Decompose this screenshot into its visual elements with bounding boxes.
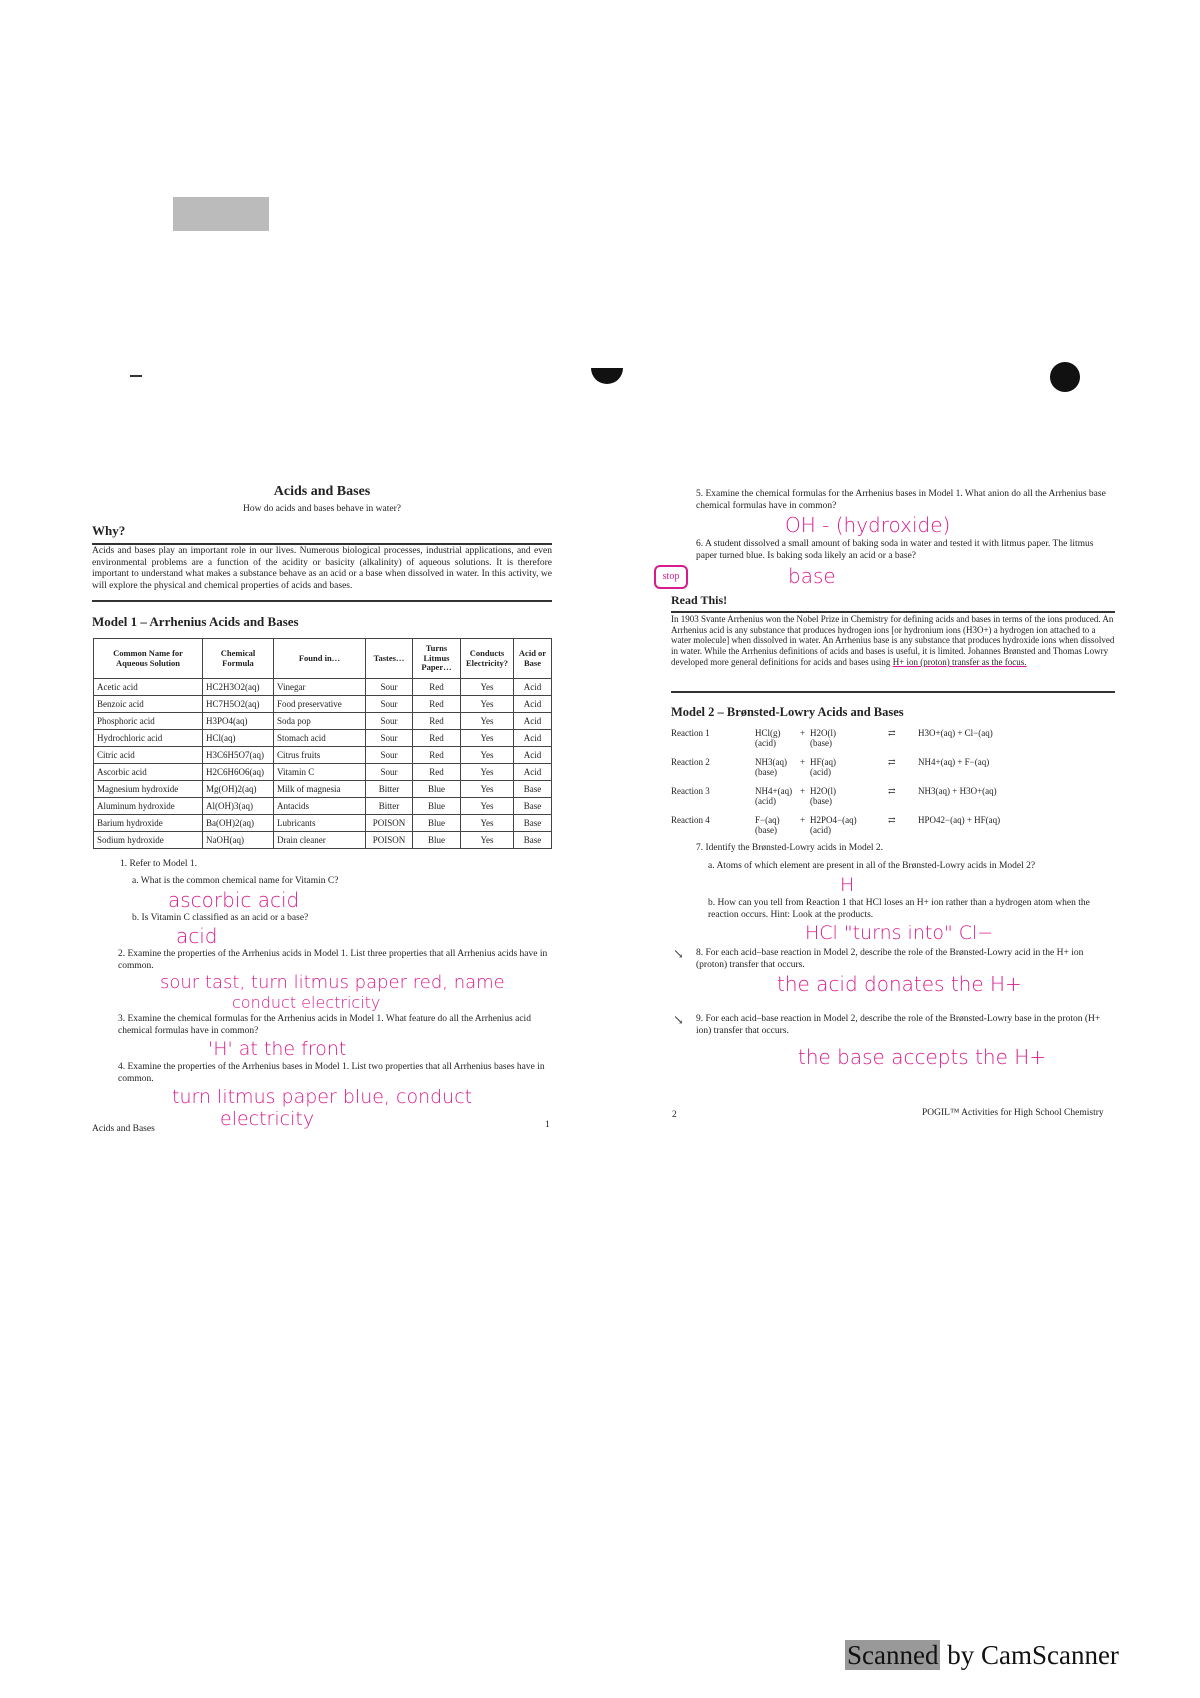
read-this-heading: Read This!	[671, 593, 728, 607]
page-footer: POGIL™ Activities for High School Chemistry	[922, 1108, 1104, 1118]
table-cell: Barium hydroxide	[94, 815, 203, 832]
table-cell: Food preservative	[274, 696, 366, 713]
answer-5: OH - (hydroxide)	[785, 513, 951, 537]
table-cell: Acid	[514, 696, 552, 713]
equilibrium-arrow-icon: ⇄	[888, 815, 896, 825]
question-4: 4. Examine the properties of the Arrhenius bases in Model 1. List two properties that all Arrhenius bases have in common.	[118, 1062, 545, 1084]
table-cell: H2C6H6O6(aq)	[203, 764, 274, 781]
table-cell: Antacids	[274, 798, 366, 815]
table-cell: Bitter	[366, 798, 413, 815]
question-1: 1. Refer to Model 1.	[120, 859, 198, 869]
column-header: Common Name for Aqueous Solution	[94, 639, 203, 679]
products: HPO42−(aq) + HF(aq)	[918, 815, 1001, 825]
divider	[92, 543, 552, 545]
table-cell: Acid	[514, 764, 552, 781]
table-cell: Yes	[461, 798, 514, 815]
table-cell: Sour	[366, 747, 413, 764]
reactant-role: (acid)	[755, 738, 776, 748]
watermark-brand: by CamScanner	[947, 1640, 1119, 1670]
page-number: 2	[672, 1110, 677, 1120]
table-cell: Sodium hydroxide	[94, 832, 203, 849]
table-cell: Blue	[413, 832, 461, 849]
table-cell: Hydrochloric acid	[94, 730, 203, 747]
table-cell: Red	[413, 730, 461, 747]
table-cell: Phosphoric acid	[94, 713, 203, 730]
table-cell: Ba(OH)2(aq)	[203, 815, 274, 832]
table-cell: H3PO4(aq)	[203, 713, 274, 730]
scan-mark	[1050, 362, 1080, 392]
reactant: F−(aq)	[755, 815, 780, 825]
equilibrium-arrow-icon: ⇄	[888, 757, 896, 767]
table-cell: Al(OH)3(aq)	[203, 798, 274, 815]
read-this-body: In 1903 Svante Arrhenius won the Nobel Prize in Chemistry for defining acids and bases in terms of the ions produced. An Arrhenius acid is any substance that produces hydrogen ions [or hydronium ions (H3O+) a hydrogen ion attached to a water molecule] when dissolved in water. An Arrhenius base is any substance that produces hydroxide ions when dissolved in water. While the Arrhenius definitions of acids and bases is useful, it is limited. Johannes Brønsted and Thomas Lowry developed more general definitions for acids and bases using	[671, 614, 1115, 667]
worksheet-subtitle: How do acids and bases behave in water?	[242, 504, 401, 514]
table-cell: Red	[413, 764, 461, 781]
table-cell: Acid	[514, 730, 552, 747]
table-cell: Blue	[413, 781, 461, 798]
table-cell: Acetic acid	[94, 679, 203, 696]
table-row	[94, 747, 552, 764]
question-2: 2. Examine the properties of the Arrhenius acids in Model 1. List three properties that all Arrhenius acids have in common.	[118, 949, 548, 971]
table-cell: Magnesium hydroxide	[94, 781, 203, 798]
divider	[92, 600, 552, 602]
table-cell: Citrus fruits	[274, 747, 366, 764]
table-header-row	[94, 639, 552, 679]
answer-9: the base accepts the H+	[798, 1045, 1047, 1069]
plus-sign: +	[800, 728, 806, 738]
column-header: Conducts Electricity?	[461, 639, 514, 679]
column-header: Found in…	[274, 639, 366, 679]
table-cell: Base	[514, 832, 552, 849]
table-cell: Milk of magnesia	[274, 781, 366, 798]
column-header: Chemical Formula	[203, 639, 274, 679]
table-cell: Soda pop	[274, 713, 366, 730]
table-cell: Acid	[514, 679, 552, 696]
camscanner-watermark	[845, 1640, 1119, 1671]
model1-heading: Model 1 – Arrhenius Acids and Bases	[92, 614, 299, 629]
table-cell: Mg(OH)2(aq)	[203, 781, 274, 798]
table-cell: Vinegar	[274, 679, 366, 696]
answer-1a: ascorbic acid	[168, 888, 300, 912]
answer-7b: HCl "turns into" Cl−	[805, 922, 994, 944]
question-7: 7. Identify the Brønsted-Lowry acids in Model 2.	[696, 843, 884, 853]
table-cell: HC7H5O2(aq)	[203, 696, 274, 713]
scan-mark	[130, 375, 142, 377]
reactant: H2O(l)	[810, 786, 836, 796]
table-cell: Red	[413, 747, 461, 764]
question-6: 6. A student dissolved a small amount of baking soda in water and tested it with litmus paper. The litmus paper turned blue. Is baking soda likely an acid or a base?	[696, 539, 1094, 561]
question-8: 8. For each acid–base reaction in Model 2, describe the role of the Brønsted-Lowry acid in the H+ ion (proton) transfer that occurs.	[696, 948, 1084, 970]
table-row	[94, 832, 552, 849]
answer-1b: acid	[176, 924, 218, 948]
table-row	[94, 781, 552, 798]
table-cell: Bitter	[366, 781, 413, 798]
question-1a: a. What is the common chemical name for Vitamin C?	[132, 876, 339, 886]
pointer-mark-icon: ↘	[673, 1012, 684, 1027]
reaction-label: Reaction 4	[671, 815, 710, 825]
table-cell: Aluminum hydroxide	[94, 798, 203, 815]
answer-3: 'H' at the front	[208, 1038, 347, 1060]
model1-table	[93, 638, 552, 849]
reactant-role: (base)	[755, 825, 777, 835]
reaction-label: Reaction 2	[671, 757, 710, 767]
table-cell: NaOH(aq)	[203, 832, 274, 849]
answer-8: the acid donates the H+	[777, 972, 1022, 996]
table-row	[94, 730, 552, 747]
reactant-role: (acid)	[755, 796, 776, 806]
reactant-role: (acid)	[810, 825, 831, 835]
why-text: Acids and bases play an important role in our lives. Numerous biological processes, industrial applications, and even environmental problems are a function of the acidity or basicity (alkalinity) of aqueous solutions. It is therefore important to understand what makes a substance behave as an acid or a base when dissolved in water. In this activity, we will explore the physical and chemical properties of acids and bases.	[92, 546, 552, 591]
reactant-role: (base)	[810, 738, 832, 748]
why-heading: Why?	[92, 523, 126, 538]
reactant: NH3(aq)	[755, 757, 787, 767]
products: NH4+(aq) + F−(aq)	[918, 757, 990, 767]
stop-sign-icon: stop	[654, 565, 688, 589]
question-7a: a. Atoms of which element are present in all of the Brønsted-Lowry acids in Model 2?	[708, 861, 1036, 871]
answer-4: turn litmus paper blue, conduct	[172, 1086, 473, 1108]
plus-sign: +	[800, 757, 806, 767]
question-3: 3. Examine the chemical formulas for the Arrhenius acids in Model 1. What feature do all the Arrhenius acid chemical formulas have in common?	[118, 1014, 531, 1036]
table-cell: POISON	[366, 832, 413, 849]
table-cell: Sour	[366, 696, 413, 713]
redaction-box	[173, 197, 269, 231]
table-cell: Ascorbic acid	[94, 764, 203, 781]
watermark-scanned: Scanned	[847, 1640, 939, 1670]
table-cell: Yes	[461, 713, 514, 730]
table-row	[94, 815, 552, 832]
table-cell: Sour	[366, 764, 413, 781]
column-header: Tastes…	[366, 639, 413, 679]
table-cell: Acid	[514, 747, 552, 764]
table-cell: Vitamin C	[274, 764, 366, 781]
table-cell: Stomach acid	[274, 730, 366, 747]
products: NH3(aq) + H3O+(aq)	[918, 786, 997, 796]
table-cell: Red	[413, 696, 461, 713]
reaction-label: Reaction 1	[671, 728, 710, 738]
table-cell: Yes	[461, 832, 514, 849]
page-footer: Acids and Bases	[92, 1124, 155, 1134]
table-cell: Red	[413, 679, 461, 696]
column-header: Turns Litmus Paper…	[413, 639, 461, 679]
answer-7a: H	[840, 874, 855, 896]
reaction-label: Reaction 3	[671, 786, 710, 796]
equilibrium-arrow-icon: ⇄	[888, 728, 896, 738]
divider	[671, 611, 1115, 613]
table-cell: Citric acid	[94, 747, 203, 764]
table-cell: HC2H3O2(aq)	[203, 679, 274, 696]
divider	[671, 691, 1115, 693]
table-cell: Base	[514, 798, 552, 815]
table-cell: Lubricants	[274, 815, 366, 832]
table-cell: Red	[413, 713, 461, 730]
table-cell: Sour	[366, 730, 413, 747]
answer-2-continued: conduct electricity	[232, 993, 381, 1012]
read-this-underlined: H+ ion (proton) transfer as the focus.	[892, 656, 1027, 667]
question-5: 5. Examine the chemical formulas for the Arrhenius bases in Model 1. What anion do all the Arrhenius base chemical formulas have in common?	[696, 489, 1106, 511]
table-cell: Yes	[461, 764, 514, 781]
reactant: HCl(g)	[755, 728, 781, 738]
reactant: H2PO4−(aq)	[810, 815, 857, 825]
reactant: HF(aq)	[810, 757, 836, 767]
table-cell: Sour	[366, 679, 413, 696]
read-this-text	[671, 614, 1115, 668]
table-row	[94, 679, 552, 696]
column-header: Acid or Base	[514, 639, 552, 679]
page-number: 1	[545, 1120, 550, 1130]
table-cell: Yes	[461, 815, 514, 832]
table-row	[94, 798, 552, 815]
answer-4-continued: electricity	[220, 1108, 315, 1130]
reactant-role: (base)	[755, 767, 777, 777]
table-cell: Acid	[514, 713, 552, 730]
table-row	[94, 764, 552, 781]
table-cell: Sour	[366, 713, 413, 730]
question-7b: b. How can you tell from Reaction 1 that HCl loses an H+ ion rather than a hydrogen atom when the reaction occurs. Hint: Look at the products.	[708, 898, 1090, 920]
answer-2: sour tast, turn litmus paper red, name	[160, 972, 505, 993]
table-cell: H3C6H5O7(aq)	[203, 747, 274, 764]
table-row	[94, 713, 552, 730]
table-cell: POISON	[366, 815, 413, 832]
model2-heading: Model 2 – Brønsted-Lowry Acids and Bases	[671, 705, 904, 719]
question-9: 9. For each acid–base reaction in Model 2, describe the role of the Brønsted-Lowry base in the proton (H+ ion) transfer that occurs.	[696, 1014, 1101, 1036]
table-row	[94, 696, 552, 713]
table-cell: Yes	[461, 781, 514, 798]
plus-sign: +	[800, 786, 806, 796]
reactant: H2O(l)	[810, 728, 836, 738]
equilibrium-arrow-icon: ⇄	[888, 786, 896, 796]
reactant-role: (base)	[810, 796, 832, 806]
table-cell: Blue	[413, 815, 461, 832]
answer-6: base	[788, 564, 836, 588]
table-cell: Drain cleaner	[274, 832, 366, 849]
table-cell: Yes	[461, 679, 514, 696]
table-cell: Benzoic acid	[94, 696, 203, 713]
table-cell: Yes	[461, 747, 514, 764]
table-cell: Yes	[461, 730, 514, 747]
worksheet-title: Acids and Bases	[273, 484, 371, 499]
scan-mark	[591, 368, 623, 384]
question-1b: b. Is Vitamin C classified as an acid or a base?	[132, 913, 309, 923]
table-cell: Base	[514, 781, 552, 798]
table-cell: Yes	[461, 696, 514, 713]
reactant-role: (acid)	[810, 767, 831, 777]
table-cell: Blue	[413, 798, 461, 815]
table-cell: HCl(aq)	[203, 730, 274, 747]
table-cell: Base	[514, 815, 552, 832]
plus-sign: +	[800, 815, 806, 825]
reactant: NH4+(aq)	[755, 786, 793, 796]
pointer-mark-icon: ↘	[673, 946, 684, 961]
products: H3O+(aq) + Cl−(aq)	[918, 728, 993, 738]
